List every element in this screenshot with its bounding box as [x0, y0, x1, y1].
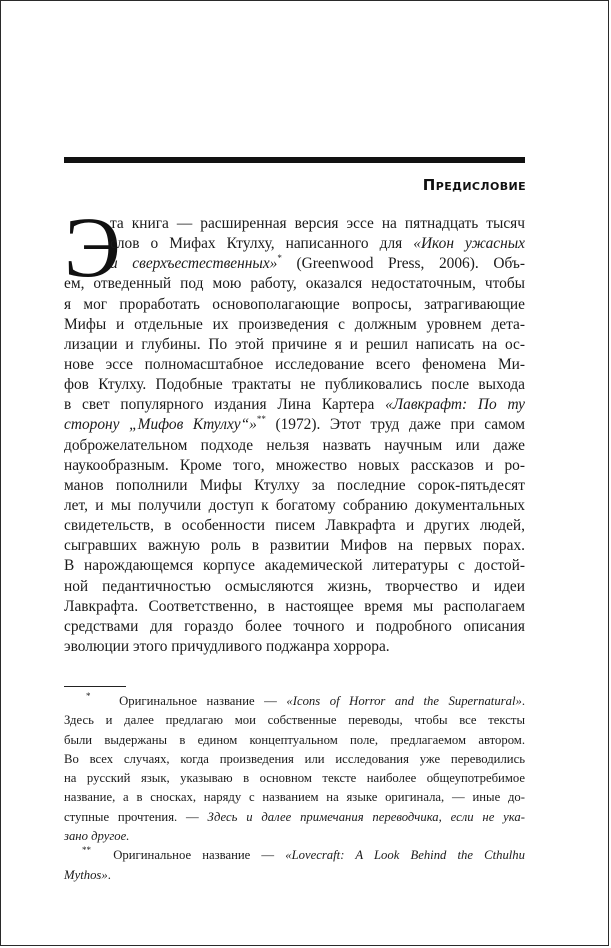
text-line: Мифы и отдельные их произведения с должным уровнем дета-: [64, 315, 525, 333]
text-line: свидетельств, в особенности писем Лавкрафта и других людей,: [64, 517, 525, 535]
text-line: нове эссе полномасштабное исследование всего феномена Ми-: [64, 355, 525, 373]
footnote-line: на русский язык, указываю в основном тексте наиболее общеупотребимое: [64, 771, 525, 786]
footnote-line: Здесь и далее предлагаю мои собственные переводы, чтобы все тексты: [64, 713, 525, 728]
text-line: ной педантичностью осмысляются жизнь, творчество и идеи: [64, 577, 525, 595]
footnotes: [64, 692, 525, 885]
footnote-2-first-line: ** Оригинальное название — «Lovecraft: A Look Behind the Cthulhu: [82, 845, 525, 863]
text-line: сторону „Мифов Ктулху“»** (1972). Этот труд даже при самом: [64, 414, 525, 434]
footnote-line: были выдержаны в едином концептуальном поле, предлагаемом автором.: [64, 732, 525, 747]
text-line: В нарождающемся корпусе академической литературы с достой-: [64, 557, 525, 575]
text-line: лет, и мы получили доступ к богатому собранию документальных: [64, 496, 525, 514]
text-line: фов Ктулху. Подобные трактаты не публиковались после выхода: [64, 376, 525, 394]
text-line: средствами для гораздо более точного и подробного описания: [64, 617, 525, 635]
drop-cap: Э: [64, 199, 121, 295]
text-line: я мог проработать основополагающие вопросы, затрагивающие: [64, 295, 525, 313]
text-line: эволюции этого причудливого поджанра хоррора.: [64, 637, 390, 655]
text-line: манов пополнили Мифы Ктулху за последние сорок-пятьдесят: [64, 476, 525, 494]
translator-note-end: зано другое.: [64, 829, 130, 844]
text-line: та книга — расширенная версия эссе на пятнадцать тысяч: [110, 215, 525, 232]
text-line: Лавкрафта. Соответственно, в настоящее время мы располагаем: [64, 597, 525, 615]
main-paragraph: [64, 199, 526, 657]
translator-note: Здесь и далее примечания переводчика, если не ука-: [207, 809, 525, 824]
chapter-title: Предисловие: [422, 176, 526, 194]
text-line: слов о Мифах Ктулху, написанного для «Икон ужасных: [110, 235, 525, 253]
footnote-rule: [64, 686, 126, 687]
text-line: лизации и глубины. По этой причине я и решил написать на ос-: [64, 335, 525, 353]
footnote-1-first-line: * Оригинальное название — «Icons of Horror and the Supernatural».: [86, 690, 525, 708]
text-line: и сверхъестественных»* (Greenwood Press, 2006). Объ-: [110, 253, 525, 273]
footnote-line: Mythos».: [64, 867, 111, 882]
footnote-line: Во всех случаях, когда произведения или исследования уже переводились: [64, 751, 525, 766]
footnote-title-end: Mythos»: [64, 867, 108, 882]
footnote-title: «Icons of Horror and the Supernatural»: [286, 694, 522, 708]
footnote-title: «Lovecraft: A Look Behind the Cthulhu: [285, 848, 525, 863]
text-line: в свет популярного издания Лина Картера «Лавкрафт: По ту: [64, 396, 526, 414]
footnote-line: [64, 827, 525, 846]
footnote-line: ступные прочтения. — Здесь и далее примечания переводчика, если не ука-: [64, 809, 525, 824]
text-line: сыгравших важную роль в развитии Мифов на первых порах.: [64, 537, 525, 555]
footnote-marker: **: [82, 845, 91, 856]
chapter-rule: [64, 157, 525, 163]
text-line: наукообразным. Кроме того, множество новых рассказов и ро-: [64, 456, 525, 474]
footnote-line: название, а в сносках, наряду с названием на языке оригинала, — иные до-: [64, 790, 525, 805]
footnote-marker: *: [86, 690, 91, 701]
text-line: доброжелательном подходе нельзя назвать научным или даже: [64, 436, 525, 454]
text-line: ем, отведенный под мою работу, оказался недостаточным, чтобы: [64, 275, 525, 293]
